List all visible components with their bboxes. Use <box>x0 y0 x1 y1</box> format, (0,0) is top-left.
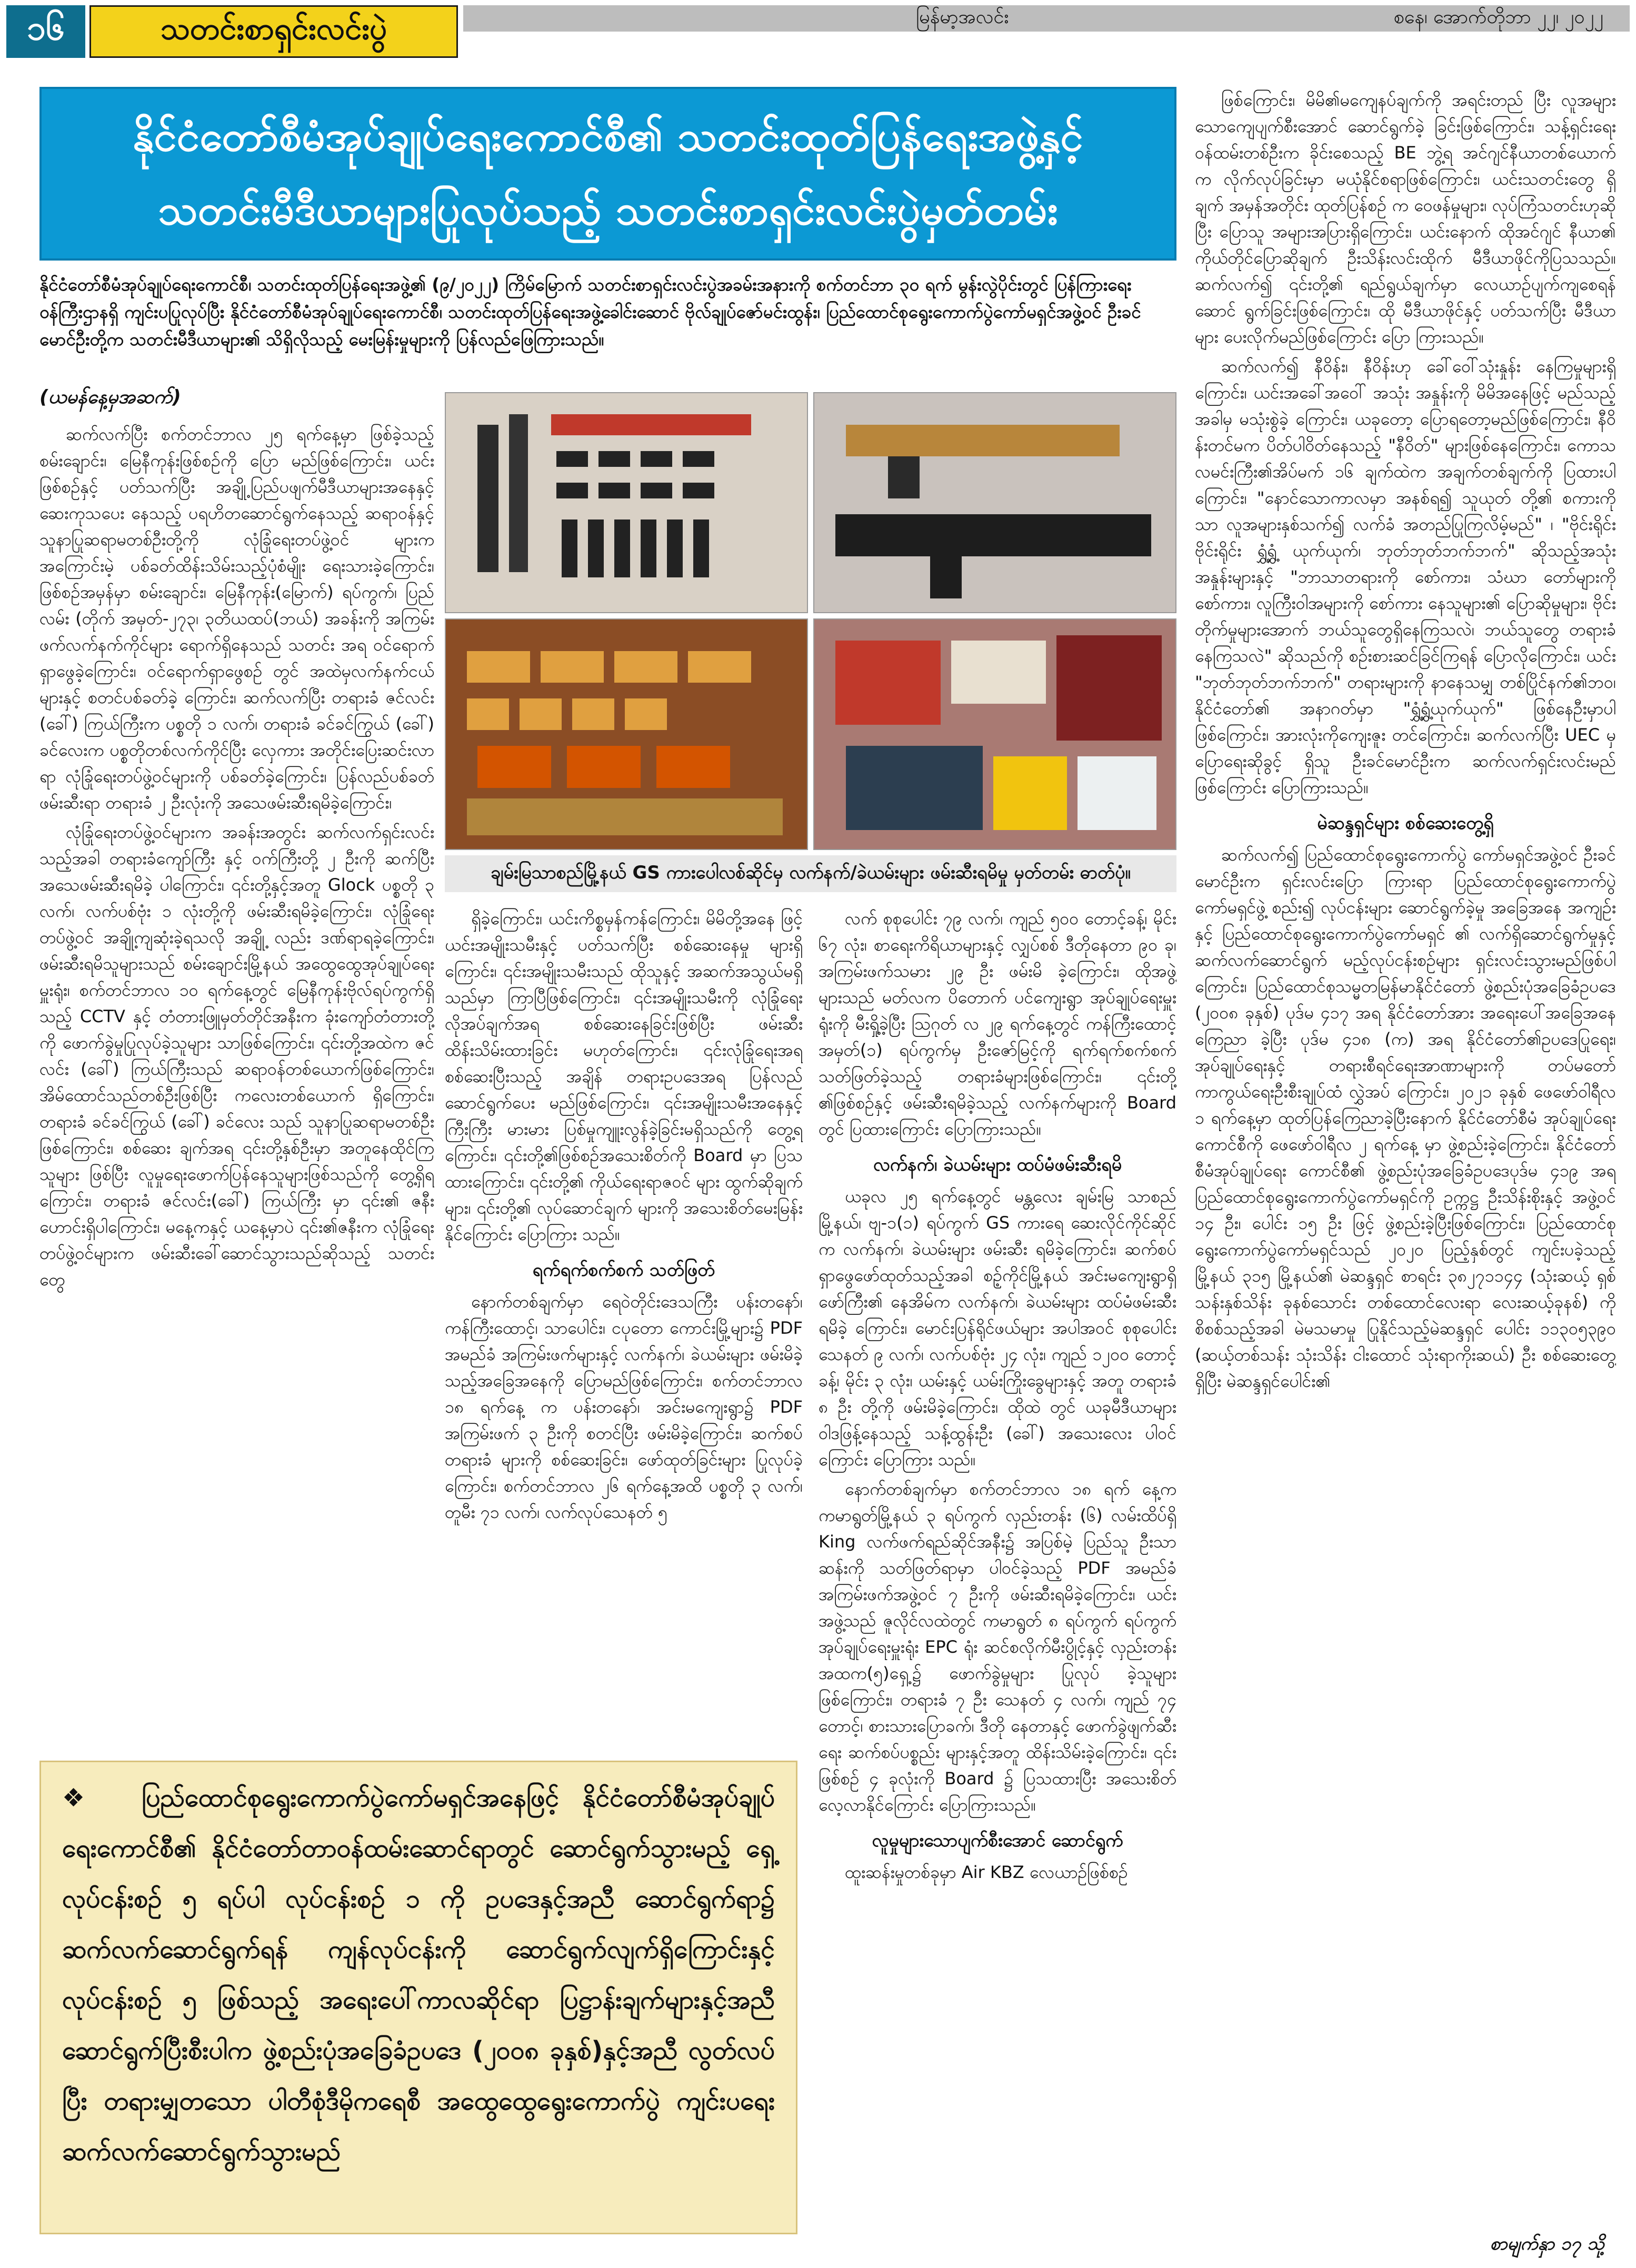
page-header <box>0 0 1636 63</box>
body-paragraph: လက် စုစုပေါင်း ၇၉ လက်၊ ကျည် ၅၀၀ တောင့်ခန့်၊ မိုင်း ၆၇ လုံး၊ စာရေးကိရိယာများနှင့် လျှပ်စစ် ဒီတိုနေတာ ၉၀ ခု၊ အကြမ်းဖက်သမား ၂၉ ဦး ဖမ်းမိ ခဲ့ကြောင်း၊ ထိုအဖွဲ့များသည် မတ်လက ပိတောက် ပင်ကျေးရွာ အုပ်ချုပ်ရေးမှူးရုံးကို မီးရှို့ခဲ့ပြီး ဩဂုတ် လ ၂၉ ရက်နေ့တွင် ကန်ကြီးထောင့် အမှတ်(၁) ရပ်ကွက်မှ ဦးဇော်မြင့်ကို ရက်ရက်စက်စက် သတ်ဖြတ်ခဲ့သည့် တရားခံများဖြစ်ကြောင်း၊ ၎င်းတို့ ၏ဖြစ်စဉ်နှင့် ဖမ်းဆီးရမိခဲ့သည့် လက်နက်များကို Board တွင် ပြထားကြောင်း ပြောကြားသည်။ <box>819 908 1176 1139</box>
headline-line-2: သတင်းမီဒီယာများပြုလုပ်သည့် သတင်းစာရှင်းလင်းပွဲမှတ်တမ်း <box>158 187 1058 234</box>
subheading-voters: မဲဆန္ဒရှင်များ စစ်ဆေးတွေ့ရှိ <box>1317 813 1494 834</box>
rifle-photo-icon <box>814 393 1176 613</box>
rifle-photo <box>813 392 1176 613</box>
column-3 <box>819 905 1176 2237</box>
continued-from-label: (ယမန်နေ့မှအဆက်) <box>39 386 181 408</box>
subheading-seizure: လက်နက်၊ ခဲယမ်းများ ထပ်မံဖမ်းဆီးရမိ <box>873 1154 1122 1175</box>
body-paragraph: နောက်တစ်ချက်မှာ စက်တင်ဘာလ ၁၈ ရက် နေ့က ကမာရွတ်မြို့နယ် ၃ ရပ်ကွက် လှည်းတန်း (၆) လမ်းထိပ်ရှိ King လက်ဖက်ရည်ဆိုင်အနီး၌ အပြစ်မဲ့ ပြည်သူ ဦးသာဆန်းကို သတ်ဖြတ်ရာမှာ ပါဝင်ခဲ့သည့် PDF အမည်ခံ အကြမ်းဖက်အဖွဲ့ဝင် ၇ ဦးကို ဖမ်းဆီးရမိခဲ့ကြောင်း၊ ယင်းအဖွဲ့သည် ဇူလိုင်လထဲတွင် ကမာရွတ် ၈ ရပ်ကွက် ရပ်ကွက် အုပ်ချုပ်ရေးမှူးရုံး EPC ရုံး ဆင်စလိုက်မီးပွိုင့်နှင့် လှည်းတန်းအထက(၅)ရှေ့၌ ဖောက်ခွဲမှုများ ပြုလုပ် ခဲ့သူများဖြစ်ကြောင်း၊ တရားခံ ၇ ဦး သေနတ် ၄ လက်၊ ကျည် ၇၄ တောင့်၊ စားသားပြောခက်၊ ဒီတို နေတာနှင့် ဖောက်ခွဲဖျက်ဆီးရေး ဆက်စပ်ပစ္စည်း များနှင့်အတူ ထိန်းသိမ်းခဲ့ကြောင်း၊ ၎င်းဖြစ်စဉ် ၄ ခုလုံးကို Board ၌ ပြသထားပြီး အသေးစိတ် လေ့လာနိုင်ကြောင်း ပြောကြားသည်။ <box>819 1479 1176 1815</box>
column-2 <box>445 905 803 1753</box>
newspaper-name: မြန်မာ့အလင်း <box>916 6 1009 28</box>
column-4 <box>1195 87 1616 2234</box>
body-paragraph: နောက်တစ်ချက်မှာ ရေဝဲတိုင်းဒေသကြီး ပန်းတနော်၊ ကန်ကြီးထောင့်၊ သာပေါင်း၊ ငပုတော ကောင်းမြို့များ၌ PDF အမည်ခံ အကြမ်းဖက်များနှင့် လက်နက်၊ ခဲယမ်းများ ဖမ်းမိခဲ့သည့်အခြေအနေကို ပြောမည်ဖြစ်ကြောင်း၊ စက်တင်ဘာလ ၁၈ ရက်နေ့ က ပန်းတနော်၊ အင်းမကျေးရွာ၌ PDF အကြမ်းဖက် ၃ ဦးကို စတင်ပြီး ဖမ်းမိခဲ့ကြောင်း၊ ဆက်စပ်တရားခံ များကို စစ်ဆေးခြင်း၊ ဖော်ထုတ်ခြင်းများ ပြုလုပ်ခဲ့ ကြောင်း၊ စက်တင်ဘာလ ၂၆ ရက်နေ့အထိ ပစ္စတို ၃ လက်၊ တူမီး ၇၁ လက်၊ လက်လုပ်သေနတ် ၅ <box>445 1292 803 1522</box>
photo-grid <box>445 392 1176 850</box>
continued-on-label: စာမျက်နှာ ၁၇ သို့ <box>1490 2233 1604 2254</box>
column-1 <box>39 421 434 1753</box>
confiscated-items-photo <box>813 618 1176 850</box>
issue-date: စနေ၊ အောက်တိုဘာ ၂၂၊ ၂၀၂၂ <box>1393 6 1603 28</box>
diamond-bullet-icon: ❖ <box>62 1783 100 1813</box>
weapons-photo-icon <box>446 393 808 613</box>
weapons-photo <box>445 392 808 613</box>
page-number: ၁၆ <box>6 5 85 58</box>
body-paragraph: ဆက်လက်၍ နီဝိန်း၊ နီဝိန်းဟု ခေါ်ဝေါ်သုံးနှုန်း နေကြမှုများရှိကြောင်း၊ ယင်းအခေါ်အဝေါ် အသုံး အနှုန်းကို မိမိအနေဖြင့် မည်သည့်အခါမှ မသုံးစွဲခဲ့ ကြောင်း၊ ယခုတော့ ပြောရတော့မည်ဖြစ်ကြောင်း၊ နီဝိန်းတင်မက ပိတ်ပါဝိတ်နေသည့် "နီဝိတ်" များဖြစ်နေကြောင်း၊ ကောသလမင်းကြီး၏အိပ်မက် ၁၆ ချက်ထဲက အချက်တစ်ချက်ကို ပြထားပါ ကြောင်း၊ "နောင်သောကာလမှာ အနစ်ရ၍ သူယုတ် တို့၏ စကားကိုသာ လူအများနှစ်သက်၍ လက်ခံ အတည်ပြုကြလိမ့်မည်" ၊ "ဗိုင်းရိုင်းဗိုင်းရိုင်း ရွှံ့ရွှံ့ ယုက်ယုက်၊ ဘုတ်ဘုတ်ဘက်ဘက်" ဆိုသည့်အသုံး အနှုန်းများနှင့် "ဘာသာတရားကို စော်ကား၊ သံဃာ တော်များကို စော်ကား၊ လူကြီးဝါအများကို စော်ကား နေသူများ၏ ပြောဆိုမှုများ၊ ဗိုင်းတိုက်မှုများအောက် ဘယ်သူတွေရှိနေကြသလဲ၊ ဘယ်သူတွေ တရားခံ နေကြသလဲ" ဆိုသည်ကို စဉ်းစားဆင်ခြင်ကြရန် ပြောလိုကြောင်း၊ ယင်း "ဘုတ်ဘုတ်ဘက်ဘက်" တရားများကို နာနေသမျှ တစ်ပြိုင်နက်၏ဘဝ၊ နိုင်ငံတော်၏ အနာဂတ်မှာ "ရွှံ့ရွှံ့ယုက်ယုက်" ဖြစ်နေဦးမှာပါဖြစ်ကြောင်း၊ အားလုံးကိုကျေးဇူး တင်ကြောင်း၊ ဆက်လက်ပြီး UEC မှ ပြောရေးဆိုခွင့် ရှိသူ ဦးခင်မောင်ဦးက ဆက်လက်ရှင်းလင်းမည် ဖြစ်ကြောင်း ပြောကြားသည်။ <box>1195 356 1616 797</box>
body-paragraph: ဖြစ်ကြောင်း၊ မိမိ၏မကျေနပ်ချက်ကို အရင်းတည် ပြီး လူအများသောကျေပျက်စီးအောင် ဆောင်ရွက်ခဲ့ ခြင်းဖြစ်ကြောင်း၊ သန့်ရှင်းရေးဝန်ထမ်းတစ်ဦးက ခိုင်းစေသည့် BE ဘွဲ့ရ အင်ဂျင်နီယာတစ်ယောက် က လိုက်လုပ်ခြင်းမှာ မယုံနိုင်စရာဖြစ်ကြောင်း၊ ယင်းသတင်းတွေ ရှိချက် အမှန်အတိုင်း ထုတ်ပြန်စဉ် က ဝေဖန်မှုများ၊ လုပ်ကြံသတင်းဟုဆိုပြီး ပြောသူ အများအပြားရှိကြောင်း၊ ယင်းနောက် ထိုအင်ဂျင် နီယာ၏ ကိုယ်တိုင်ပြောဆိုချက် ဦးသိန်းလင်းထိုက် မီဒီယာဖိုင်ကိုပြသသည်။ ဆက်လက်၍ ၎င်းတို့၏ ရည်ရွယ်ချက်မှာ လေယာဉ်ပျက်ကျစေရန် ဆောင် ရွက်ခြင်းဖြစ်ကြောင်း၊ ထို မီဒီယာဖိုင်နှင့် ပတ်သက်ပြီး မီဒီယာများ ပေးလိုက်မည်ဖြစ်ကြောင်း ပြော ကြားသည်။ <box>1195 90 1616 347</box>
photo-caption: ချမ်းမြသာစည်မြို့နယ် GS ကားပေါလစ်ဆိုင်မှ လက်နက်/ခဲယမ်းများ ဖမ်းဆီးရမိမှု မှတ်တမ်း ဓာတ်ပုံ။ <box>445 855 1176 892</box>
body-paragraph: ရှိခဲ့ကြောင်း၊ ယင်းကိစ္စမှန်ကန်ကြောင်း၊ မိမိတို့အနေ ဖြင့် ယင်းအမျိုးသမီးနှင့် ပတ်သက်ပြီး စစ်ဆေးနေမှု များရှိကြောင်း၊ ၎င်းအမျိုးသမီးသည် ထိုသူနှင့် အဆက်အသွယ်မရှိသည်မှာ ကြာပြီဖြစ်ကြောင်း၊ ၎င်းအမျိုးသမီးကို လုံခြုံရေး လိုအပ်ချက်အရ စစ်ဆေးနေခြင်းဖြစ်ပြီး ဖမ်းဆီးထိန်းသိမ်းထားခြင်း မဟုတ်ကြောင်း၊ ၎င်းလုံခြုံရေးအရ စစ်ဆေးပြီးသည့် အချိန် တရားဥပဒေအရ ပြန်လည်ဆောင်ရွက်ပေး မည်ဖြစ်ကြောင်း၊ ၎င်းအမျိုးသမီးအနေနှင့် ကြီးကြီး မားမား ပြစ်မှုကျူးလွန်ခဲ့ခြင်းမရှိသည်ကို တွေ့ရ ကြောင်း၊ ၎င်းတို့၏ဖြစ်စဉ်အသေးစိတ်ကို Board မှာ ပြသထားကြောင်း၊ ၎င်းတို့၏ ကိုယ်ရေးရာဇဝင် များ ထွက်ဆိုချက်များ၊ ၎င်းတို့၏ လုပ်ဆောင်ချက် များကို အသေးစိတ်မေးမြန်းနိုင်ကြောင်း ပြောကြား သည်။ <box>445 908 803 1244</box>
body-paragraph: လုံခြုံရေးတပ်ဖွဲ့ဝင်များက အခန်းအတွင်း ဆက်လက်ရှင်းလင်းသည့်အခါ တရားခံကျော်ကြီး နှင့် ဝက်ကြီးတို့ ၂ ဦးကို ဆက်ပြီး အသေဖမ်းဆီးရမိခဲ့ ပါကြောင်း၊ ၎င်းတို့နှင့်အတူ Glock ပစ္စတို ၃ လက်၊ လက်ပစ်ဗုံး ၁ လုံးတို့ကို ဖမ်းဆီးရမိခဲ့ကြောင်း၊ လုံခြုံရေးတပ်ဖွဲ့ဝင် အချို့ကျဆုံးခဲ့ရသလို အချို့ လည်း ဒဏ်ရာရခဲ့ကြောင်း၊ ဖမ်းဆီးရမိသူများသည် စမ်းချောင်းမြို့နယ် အထွေထွေအုပ်ချုပ်ရေးမှူးရုံး၊ စက်တင်ဘာလ ၁၀ ရက်နေ့တွင် မြေနီကုန်းဗိုလ်ရပ်ကွက်ရှိသည့် CCTV နှင့် တံတားဖြူမှတ်တိုင်အနီးက ခုံးကျော်တံတားတို့ကို ဖောက်ခွဲမှုပြုလုပ်ခဲ့သူများ သာဖြစ်ကြောင်း၊ ၎င်းတို့အထဲက ဇင်လင်း (ခေါ်) ကြယ်ကြီးသည် ဆရာဝန်တစ်ယောက်ဖြစ်ကြောင်း၊ အိမ်ထောင်သည်တစ်ဦးဖြစ်ပြီး ကလေးတစ်ယောက် ရှိကြောင်း၊ တရားခံ ခင်ခင်ကြွယ် (ခေါ်) ခင်လေး သည် သူနာပြုဆရာမတစ်ဦးဖြစ်ကြောင်း၊ စစ်ဆေး ချက်အရ ၎င်းတို့နှစ်ဦးမှာ အတူနေထိုင်ကြသူများ ဖြစ်ပြီး လူမှုရေးဖောက်ပြန်နေသူများဖြစ်သည်ကို တွေ့ရှိရကြောင်း၊ တရားခံ ဇင်လင်း(ခေါ်) ကြယ်ကြီး မှာ ၎င်း၏ ဇနီးဟောင်းရှိပါကြောင်း၊ မနေ့ကနှင့် ယနေ့မှာပဲ ၎င်း၏ဇနီးက လုံခြုံရေးတပ်ဖွဲ့ဝင်များက ဖမ်းဆီးခေါ်ဆောင်သွားသည်ဆိုသည့် သတင်းတွေ <box>39 822 434 1290</box>
confiscated-items-photo-icon <box>814 620 1176 850</box>
body-paragraph: ယခုလ ၂၅ ရက်နေ့တွင် မန္တလေး ချမ်းမြ သာစည်မြို့နယ်၊ ဗျ-၁(၁) ရပ်ကွက် GS ကားရေ ဆေးလိုင်ကိုင်ဆိုင်က လက်နက်၊ ခဲယမ်းများ ဖမ်းဆီး ရမိခဲ့ကြောင်း၊ ဆက်စပ် ရှာဖွေဖော်ထုတ်သည့်အခါ စဉ့်ကိုင်မြို့နယ် အင်းမကျေးရွာရှိ ဖော်ကြီး၏ နေအိမ်က လက်နက်၊ ခဲယမ်းများ ထပ်မံဖမ်းဆီးရမိခဲ့ ကြောင်း၊ မောင်းပြန်ရိုင်ဖယ်များ အပါအဝင် စုစုပေါင်း သေနတ် ၉ လက်၊ လက်ပစ်ဗုံး ၂၄ လုံး၊ ကျည် ၁၂၀၀ တောင့်ခန့်၊ မိုင်း ၃ လုံး၊ ယမ်းနှင့် ယမ်းကြိုးခွေများနှင့် အတူ တရားခံ ၈ ဦး တို့ကို ဖမ်းမိခဲ့ကြောင်း၊ ထိုထဲ တွင် ယခုမီဒီယာများဝါဒဖြန့်နေသည့် သန့်ထွန်းဦး (ခေါ်) အသေးလေး ပါဝင်ကြောင်း ပြောကြား သည်။ <box>819 1186 1176 1470</box>
article-headline <box>39 87 1176 261</box>
highlight-text: ပြည်ထောင်စုရွေးကောက်ပွဲကော်မရှင်အနေဖြင့် နိုင်ငံတော်စီမံအုပ်ချုပ်ရေးကောင်စီ၏ နိုင်ငံတော်တာဝန်ထမ်းဆောင်ရာတွင် ဆောင်ရွက်သွားမည့် ရှေ့လုပ်ငန်းစဉ် ၅ ရပ်ပါ လုပ်ငန်းစဉ် ၁ ကို ဥပဒေနှင့်အညီ ဆောင်ရွက်ရာ၌ ဆက်လက်ဆောင်ရွက်ရန် ကျန်လုပ်ငန်းကို ဆောင်ရွက်လျက်ရှိကြောင်းနှင့် လုပ်ငန်းစဉ် ၅ ဖြစ်သည့် အရေးပေါ်ကာလဆိုင်ရာ ပြဋ္ဌာန်းချက်များနှင့်အညီ ဆောင်ရွက်ပြီးစီးပါက ဖွဲ့စည်းပုံအခြေခံဥပဒေ (၂၀၀၈ ခုနှစ်)နှင့်အညီ လွတ်လပ်ပြီး တရားမျှတသော ပါတီစုံဒီမိုကရေစီ အထွေထွေရွေးကောက်ပွဲ ကျင်းပရေး ဆက်လက်ဆောင်ရွက်သွားမည် <box>62 1783 775 2166</box>
highlight-box <box>39 1761 797 2234</box>
masthead-bar <box>463 5 1630 32</box>
lead-paragraph: နိုင်ငံတော်စီမံအုပ်ချုပ်ရေးကောင်စီ၊ သတင်းထုတ်ပြန်ရေးအဖွဲ့၏ (၉/၂၀၂၂) ကြိမ်မြောက် သတင်းစာရှင်းလင်းပွဲအခမ်းအနားကို စက်တင်ဘာ ၃၀ ရက် မွန်းလွဲပိုင်းတွင် ပြန်ကြားရေးဝန်ကြီးဌာနရှိ ကျင်းပပြုလုပ်ပြီး နိုင်ငံတော်စီမံအုပ်ချုပ်ရေးကောင်စီ၊ သတင်းထုတ်ပြန်ရေးအဖွဲ့ခေါင်းဆောင် ဗိုလ်ချုပ်ဇော်မင်းထွန်း၊ ပြည်ထောင်စုရွေးကောက်ပွဲကော်မရှင်အဖွဲ့ဝင် ဦးခင်မောင်ဦးတို့က သတင်းမီဒီယာများ၏ သိရှိလိုသည့် မေးမြန်းမှုများကို ပြန်လည်ဖြေကြားသည်။ <box>39 274 1141 349</box>
body-paragraph: ဆက်လက်ပြီး စက်တင်ဘာလ ၂၅ ရက်နေ့မှာ ဖြစ်ခဲ့သည့် စမ်းချောင်း၊ မြေနီကုန်းဖြစ်စဉ်ကို ပြော မည်ဖြစ်ကြောင်း၊ ယင်းဖြစ်စဉ်နှင့် ပတ်သက်ပြီး အချို့ပြည်ပဖျက်မီဒီယာများအနေနှင့် ဆေးကုသပေး နေသည့် ပရဟိတဆောင်ရွက်နေသည့် ဆရာဝန်နှင့် သူနာပြုဆရာမတစ်ဦးတို့ကို လုံခြုံရေးတပ်ဖွဲ့ဝင် များက အကြောင်းမဲ့ ပစ်ခတ်ထိန်းသိမ်းသည့်ပုံစံမျိုး ရေးသားခဲ့ကြောင်း၊ ဖြစ်စဉ်အမှန်မှာ စမ်းချောင်း၊ မြေနီကုန်း(မြောက်) ရပ်ကွက်၊ ပြည်လမ်း (တိုက် အမှတ်-၂၇၃၊ ၃တိယထပ်(ဘယ်) အခန်းကို အကြမ်း ဖက်လက်နက်ကိုင်များ ရောက်ရှိနေသည် သတင်း အရ ဝင်ရောက်ရှာဖွေခဲ့ကြောင်း၊ ဝင်ရောက်ရှာဖွေစဉ် တွင် အထဲမှလက်နက်ငယ်များနှင့် စတင်ပစ်ခတ်ခဲ့ ကြောင်း၊ ဆက်လက်ပြီး တရားခံ ဇင်လင်း (ခေါ်) ကြယ်ကြီးက ပစ္စတို ၁ လက်၊ တရားခံ ခင်ခင်ကြွယ် (ခေါ်) ခင်လေးက ပစ္စတိုတစ်လက်ကိုင်ပြီး လှေကား အတိုင်းပြေးဆင်းလာရာ လုံခြုံရေးတပ်ဖွဲ့ဝင်များကို ပစ်ခတ်ခဲ့ကြောင်း၊ ပြန်လည်ပစ်ခတ် ဖမ်းဆီးရာ တရားခံ ၂ ဦးလုံးကို အသေဖမ်းဆီးရမိခဲ့ကြောင်း၊ <box>39 424 434 813</box>
body-paragraph: ဆက်လက်၍ ပြည်ထောင်စုရွေးကောက်ပွဲ ကော်မရှင်အဖွဲ့ဝင် ဦးခင်မောင်ဦးက ရှင်းလင်းပြော ကြားရာ ပြည်ထောင်စုရွေးကောက်ပွဲကော်မရှင်ဖွဲ့ စည်း၍ လုပ်ငန်းများ ဆောင်ရွက်ခဲ့မှု အခြေအနေ အကျဉ်းနှင့် ပြည်ထောင်စုရွေးကောက်ပွဲကော်မရှင် ၏ လက်ရှိဆောင်ရွက်မှုနှင့် ဆက်လက်ဆောင်ရွက် မည့်လုပ်ငန်းစဉ်များ ရှင်းလင်းသွားမည်ဖြစ်ပါ ကြောင်း၊ ပြည်ထောင်စုသမ္မတမြန်မာနိုင်ငံတော် ဖွဲ့စည်းပုံအခြေခံဥပဒေ (၂၀၀၈ ခုနှစ်) ပုဒ်မ ၄၁၇ အရ နိုင်ငံတော်အား အရေးပေါ်အခြေအနေကြေညာ ခဲ့ပြီး ပုဒ်မ ၄၁၈ (က) အရ နိုင်ငံတော်၏ဥပဒေပြုရေး၊ အုပ်ချုပ်ရေးနှင့် တရားစီရင်ရေးအာဏာများကို တပ်မတော်ကာကွယ်ရေးဦးစီးချုပ်ထံ လွှဲအပ် ကြောင်း၊ ၂၀၂၁ ခုနှစ် ဖေဖော်ဝါရီလ ၁ ရက်နေ့မှာ ထုတ်ပြန်ကြေညာခဲ့ပြီးနောက် နိုင်ငံတော်စီမံ အုပ်ချုပ်ရေးကောင်စီကို ဖေဖော်ဝါရီလ ၂ ရက်နေ့ မှာ ဖွဲ့စည်းခဲ့ကြောင်း၊ နိုင်ငံတော်စီမံအုပ်ချုပ်ရေး ကောင်စီ၏ ဖွဲ့စည်းပုံအခြေခံဥပဒေပုဒ်မ ၄၁၉ အရ ပြည်ထောင်စုရွေးကောက်ပွဲကော်မရှင်ကို ဥက္ကဋ္ဌ ဦးသိန်းစိုးနှင့် အဖွဲ့ဝင် ၁၄ ဦး၊ ပေါင်း ၁၅ ဦး ဖြင့် ဖွဲ့စည်းခဲ့ပြီးဖြစ်ကြောင်း၊ ပြည်ထောင်စု ရွေးကောက်ပွဲကော်မရှင်သည် ၂၀၂၀ ပြည့်နှစ်တွင် ကျင်းပခဲ့သည့် မြို့နယ် ၃၁၅ မြို့နယ်၏ မဲဆန္ဒရှင် စာရင်း ၃၈၂၇၁၁၄၄ (သုံးဆယ့် ရှစ်သန်းနှစ်သိန်း ခုနစ်သောင်း တစ်ထောင်လေးရာ လေးဆယ့်ခုနစ်) ကို စိစစ်သည့်အခါ မဲမသမာမှု ပြုနိုင်သည့်မဲဆန္ဒရှင် ပေါင်း ၁၁၃၀၅၃၉၀ (ဆယ့်တစ်သန်း သုံးသိန်း ငါးထောင် သုံးရာကိုးဆယ်) ဦး စစ်ဆေးတွေ့ရှိပြီး မဲဆန္ဒရှင်ပေါင်း၏ <box>1195 845 1616 1391</box>
ammunition-photo-icon <box>446 620 808 850</box>
subheading-killing: ရက်ရက်စက်စက် သတ်ဖြတ် <box>532 1260 715 1281</box>
headline-line-1: နိုင်ငံတော်စီမံအုပ်ချုပ်ရေးကောင်စီ၏ သတင်းထုတ်ပြန်ရေးအဖွဲ့နှင့် <box>133 113 1083 161</box>
subheading-destruction: လူမှုများသောပျက်စီးအောင် ဆောင်ရွက် <box>872 1830 1123 1851</box>
body-paragraph: ထူးဆန်းမှုတစ်ခုမှာ Air KBZ လေယာဉ်ဖြစ်စဉ် <box>845 1862 1128 1882</box>
section-title: သတင်းစာရှင်းလင်းပွဲ <box>89 5 458 58</box>
ammunition-photo <box>445 618 808 850</box>
